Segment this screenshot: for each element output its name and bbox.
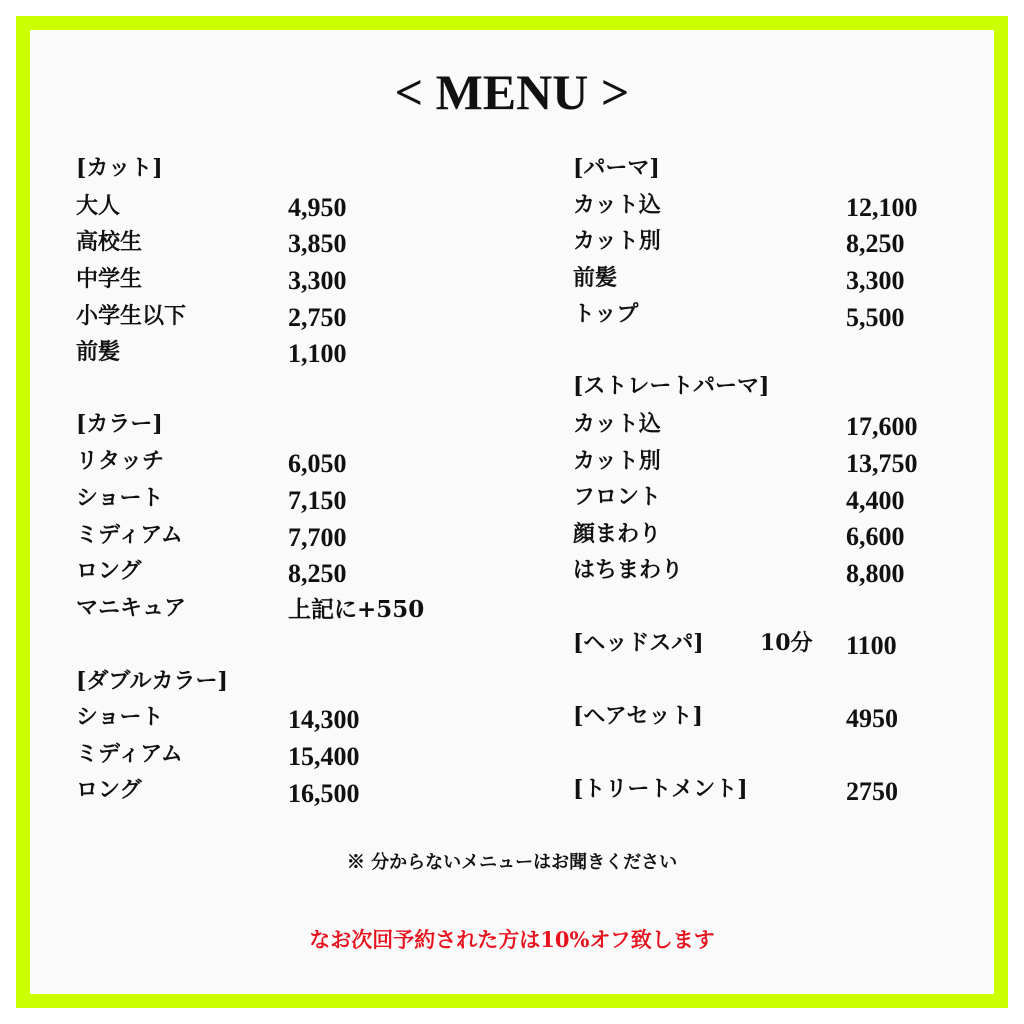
item-price: 8,250 xyxy=(288,559,347,588)
section-header-perm: [パーマ] xyxy=(573,155,660,181)
item-price: 4,400 xyxy=(846,486,905,515)
head-spa-duration: 10分 xyxy=(760,630,813,656)
item-name: ショート xyxy=(76,485,164,511)
item-price: 4950 xyxy=(846,704,898,733)
menu-title: < MENU > xyxy=(394,64,630,120)
section-header-straight-perm: [ストレートパーマ] xyxy=(573,373,770,399)
item-price: 6,050 xyxy=(288,449,347,478)
item-name: ミディアム xyxy=(76,522,183,548)
item-name: 中学生 xyxy=(76,266,143,292)
item-price: 3,300 xyxy=(288,266,347,295)
item-name: 前髪 xyxy=(76,339,121,365)
item-price: 2,750 xyxy=(288,303,347,332)
item-price: 3,850 xyxy=(288,229,347,258)
item-price: 8,250 xyxy=(846,229,905,258)
item-name: カット込 xyxy=(573,411,661,437)
item-name: マニキュア xyxy=(76,595,187,621)
item-price: 4,950 xyxy=(288,193,347,222)
item-name: ロング xyxy=(76,777,142,803)
item-price: 13,750 xyxy=(846,449,918,478)
item-name: 高校生 xyxy=(76,229,143,255)
item-price: 上記に+550 xyxy=(288,596,425,623)
item-price: 17,600 xyxy=(846,412,918,441)
item-name: カット別 xyxy=(573,228,661,254)
item-name: フロント xyxy=(573,484,662,510)
section-header-cut: [カット] xyxy=(76,155,163,181)
item-name: はちまわり xyxy=(573,557,684,583)
section-header-color: [カラー] xyxy=(76,411,163,437)
section-header-double-color: [ダブルカラー] xyxy=(76,668,228,694)
discount-offer: なお次回予約された方は10%オフ致します xyxy=(309,927,715,952)
item-price: 1100 xyxy=(846,631,897,660)
item-name: リタッチ xyxy=(76,448,165,474)
item-name: 顔まわり xyxy=(573,521,662,547)
inquiry-note: ※ 分からないメニューはお聞きください xyxy=(346,852,678,873)
item-price: 7,150 xyxy=(288,486,347,515)
item-price: 15,400 xyxy=(288,742,360,771)
item-price: 1,100 xyxy=(288,339,347,368)
item-name: カット別 xyxy=(573,448,661,474)
item-name: 前髪 xyxy=(573,265,618,291)
item-price: 16,500 xyxy=(288,779,360,808)
item-price: 6,600 xyxy=(846,522,905,551)
item-name: ミディアム xyxy=(76,741,183,767)
item-name: 大人 xyxy=(76,193,121,219)
item-name: 小学生以下 xyxy=(76,303,187,329)
section-header-head-spa: [ヘッドスパ] xyxy=(573,630,704,656)
item-price: 8,800 xyxy=(846,559,905,588)
item-price: 14,300 xyxy=(288,705,360,734)
item-price: 2750 xyxy=(846,777,898,806)
item-name: トップ xyxy=(573,301,639,327)
item-name: ロング xyxy=(76,558,142,584)
section-header-treatment: [トリートメント] xyxy=(573,776,748,802)
item-name: ショート xyxy=(76,704,164,730)
item-price: 12,100 xyxy=(846,193,918,222)
item-price: 5,500 xyxy=(846,303,905,332)
item-price: 3,300 xyxy=(846,266,905,295)
item-price: 7,700 xyxy=(288,523,347,552)
section-header-hair-set: [ヘアセット] xyxy=(573,703,703,729)
item-name: カット込 xyxy=(573,192,661,218)
